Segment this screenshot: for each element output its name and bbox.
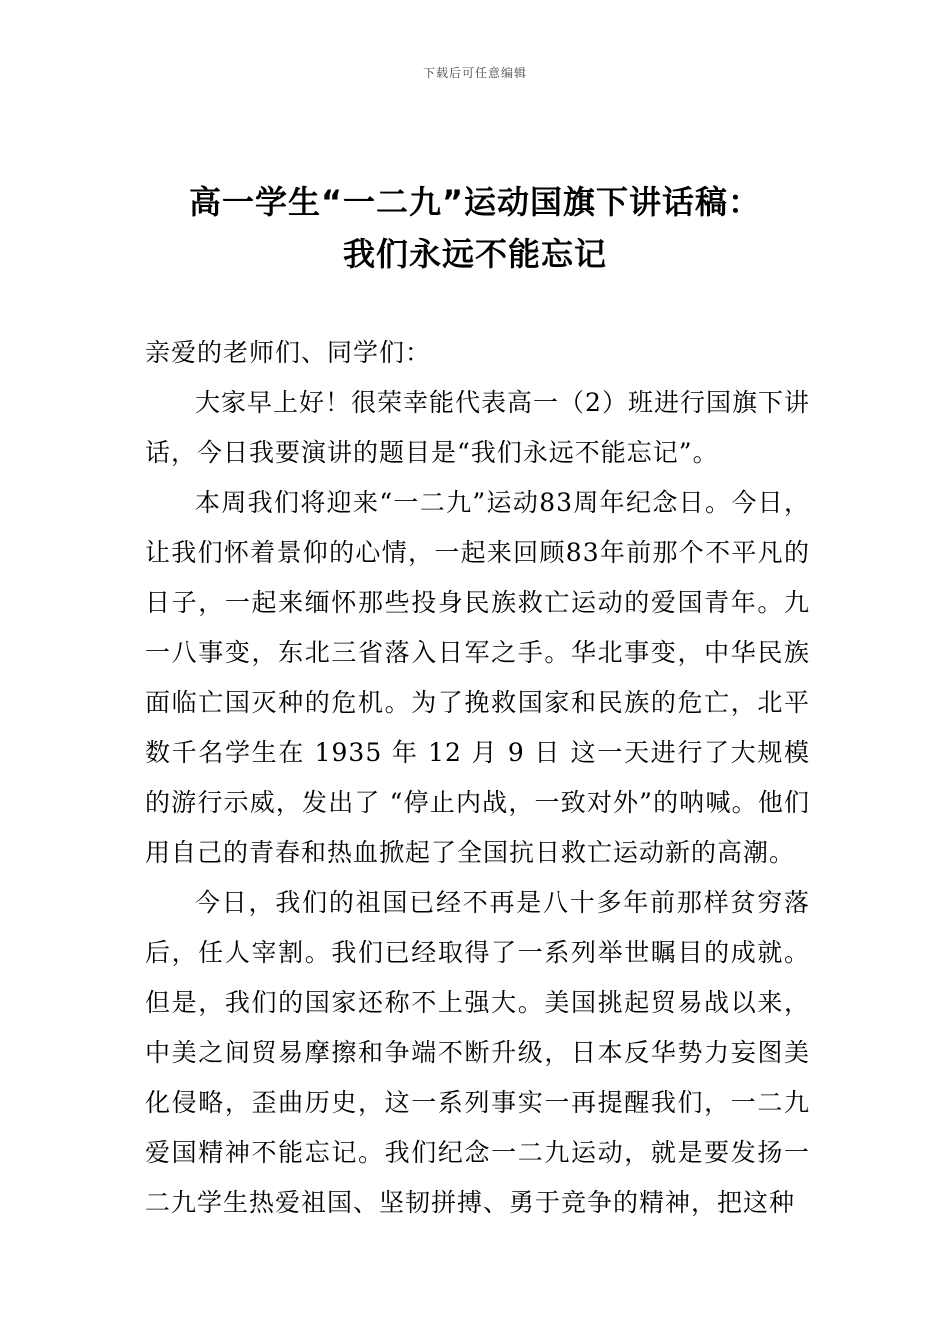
page-header-note: 下载后可任意编辑 bbox=[422, 66, 527, 80]
salutation: 亲爱的老师们、同学们： bbox=[145, 338, 432, 367]
paragraph-today: 今日，我们的祖国已经不再是八十多年前那样贫穷落后，任人宰割。我们已经取得了一系列举世瞩目的成就。但是，我们的国家还称不上强大。美国挑起贸易战以来，中美之间贸易摩擦和争端不断升级，日本反华势力妄图美化侵略，歪曲历史，这一系列事实一再提醒我们，一二九爱国精神不能忘记。我们纪念一二九运动，就是要发扬一二九学生热爱祖国、坚韧拼搏、勇于竞争的精神，把这种 bbox=[145, 888, 810, 1217]
document-title bbox=[0, 176, 950, 280]
paragraph-greeting: 大家早上好！很荣幸能代表高一（2）班进行国旗下讲话，今日我要演讲的题目是“我们永远不能忘记”。 bbox=[145, 388, 810, 467]
document-body bbox=[145, 328, 810, 1228]
paragraph-history: 本周我们将迎来“一二九”运动83周年纪念日。今日，让我们怀着景仰的心情，一起来回顾83年前那个不平凡的日子，一起来缅怀那些投身民族救亡运动的爱国青年。九一八事变，东北三省落入日军之手。华北事变，中华民族面临亡国灭种的危机。为了挽救国家和民族的危亡，北平数千名学生在 1935 年 12 月 9 日 这一天进行了大规模的游行示威，发出了 “停止内战，一致对外”的呐喊。他们用自己的青春和热血掀起了全国抗日救亡运动新的高潮。 bbox=[145, 488, 810, 867]
title-line-2: 我们永远不能忘记 bbox=[342, 235, 607, 273]
title-line-1: 高一学生“一二九”运动国旗下讲话稿： bbox=[188, 183, 762, 221]
